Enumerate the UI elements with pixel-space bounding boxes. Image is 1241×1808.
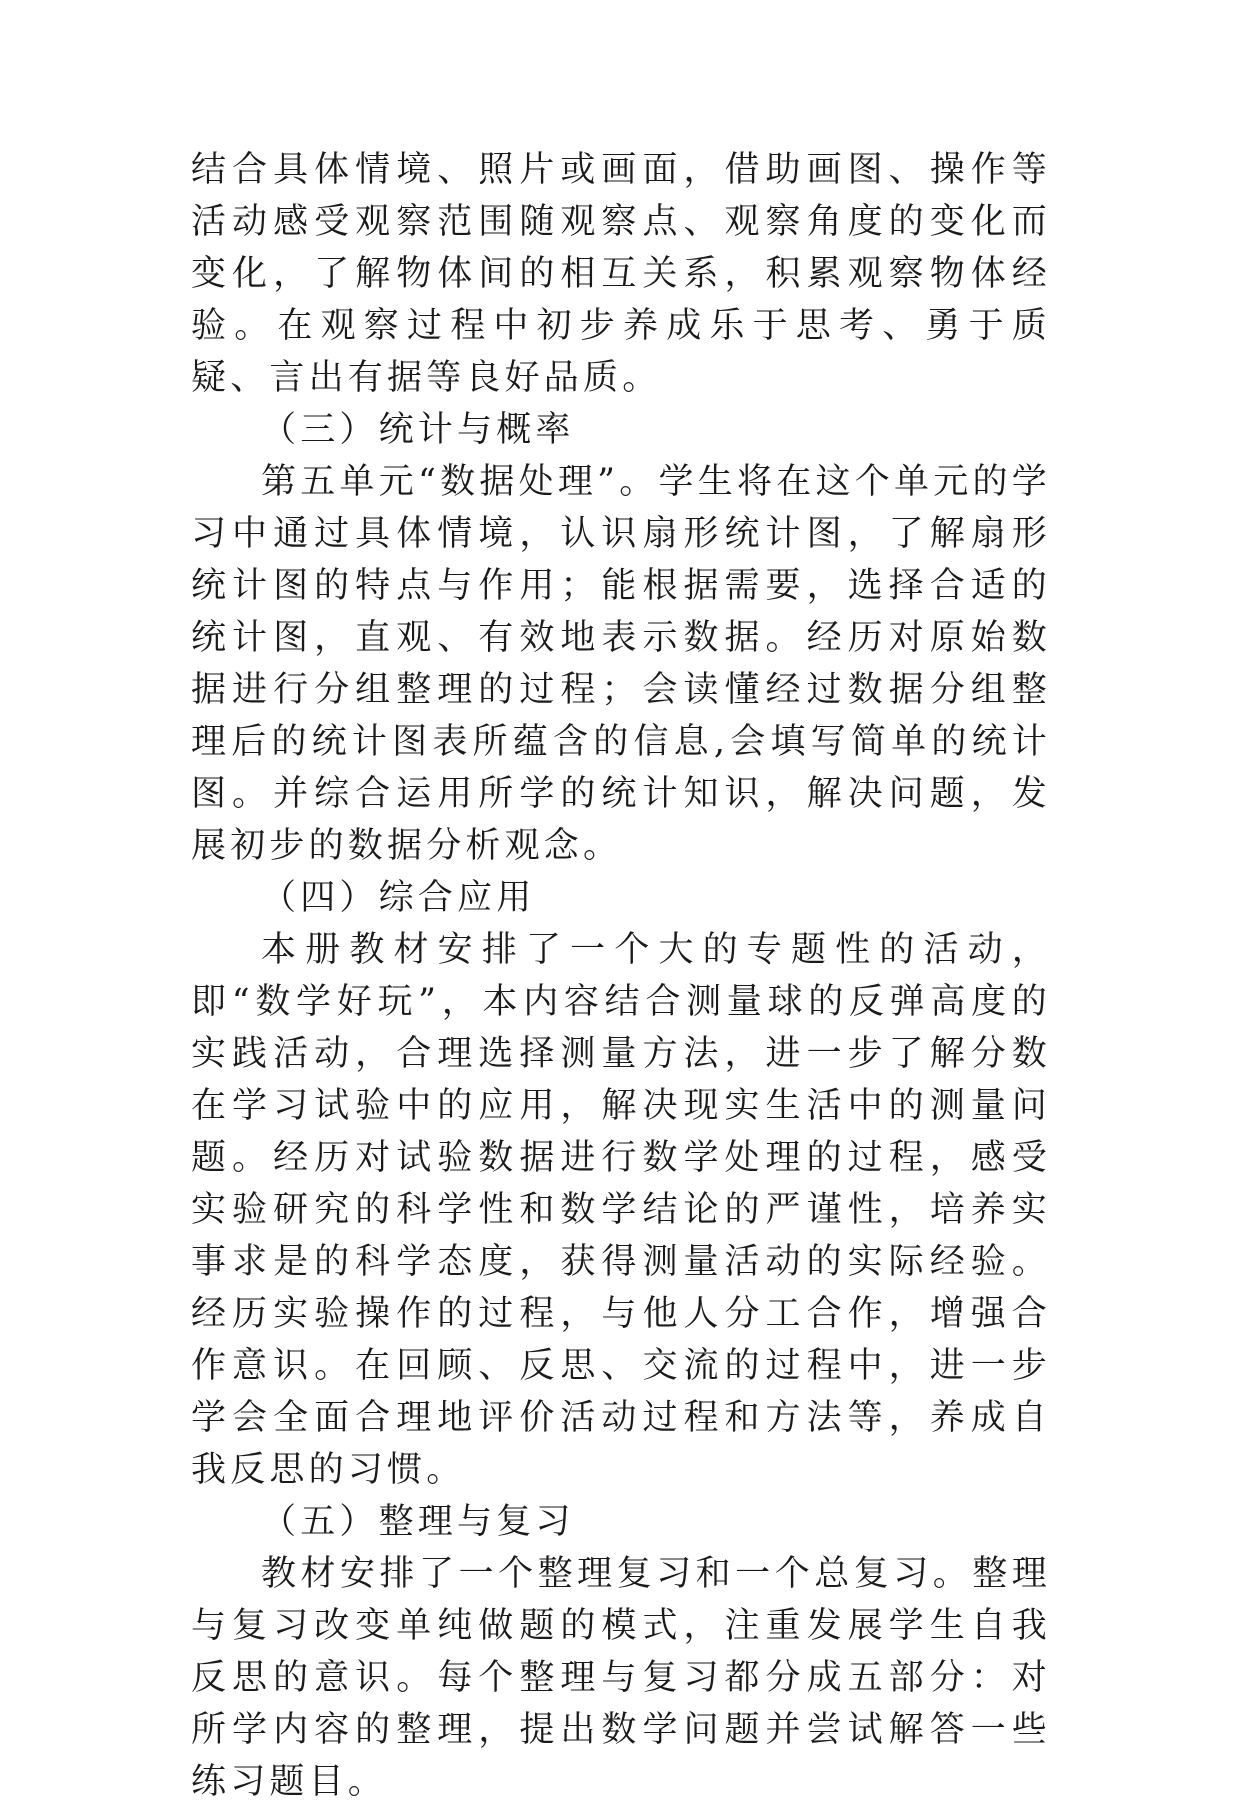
heading-statistics-probability: （三）统计与概率 xyxy=(261,410,575,450)
heading-review: （五）整理与复习 xyxy=(261,1502,575,1542)
paragraph-data-processing: 第五单元“数据处理”。学生将在这个单元的学习中通过具体情境，认识扇形统计图，了解扇形统计图的特点与作用；能根据需要，选择合适的统计图，直观、有效地表示数据。经历对原始数据进行分组整理的过程；会读懂经过数据分组整理后的统计图表所蕴含的信息,会填写简单的统计图。并综合运用所学的统计知识，解决问题，发展初步的数据分析观念。 xyxy=(191,462,1051,866)
paragraph-review: 教材安排了一个整理复习和一个总复习。整理与复习改变单纯做题的模式，注重发展学生自我反思的意识。每个整理与复习都分成五部分：对所学内容的整理，提出数学问题并尝试解答一些练习题目。 xyxy=(191,1554,1051,1802)
paragraph-math-fun: 本册教材安排了一个大的专题性的活动，即“数学好玩”，本内容结合测量球的反弹高度的实践活动，合理选择测量方法，进一步了解分数在学习试验中的应用，解决现实生活中的测量问题。经历对试验数据进行数学处理的过程，感受实验研究的科学性和数学结论的严谨性，培养实事求是的科学态度，获得测量活动的实际经验。经历实验操作的过程，与他人分工合作，增强合作意识。在回顾、反思、交流的过程中，进一步学会全面合理地评价活动过程和方法等，养成自我反思的习惯。 xyxy=(191,930,1051,1490)
document-body xyxy=(191,144,1051,1808)
paragraph-observation: 结合具体情境、照片或画面，借助画图、操作等活动感受观察范围随观察点、观察角度的变化而变化，了解物体间的相互关系，积累观察物体经验。在观察过程中初步养成乐于思考、勇于质疑、言出有据等良好品质。 xyxy=(191,150,1051,398)
heading-comprehensive-application: （四）综合应用 xyxy=(261,878,536,918)
